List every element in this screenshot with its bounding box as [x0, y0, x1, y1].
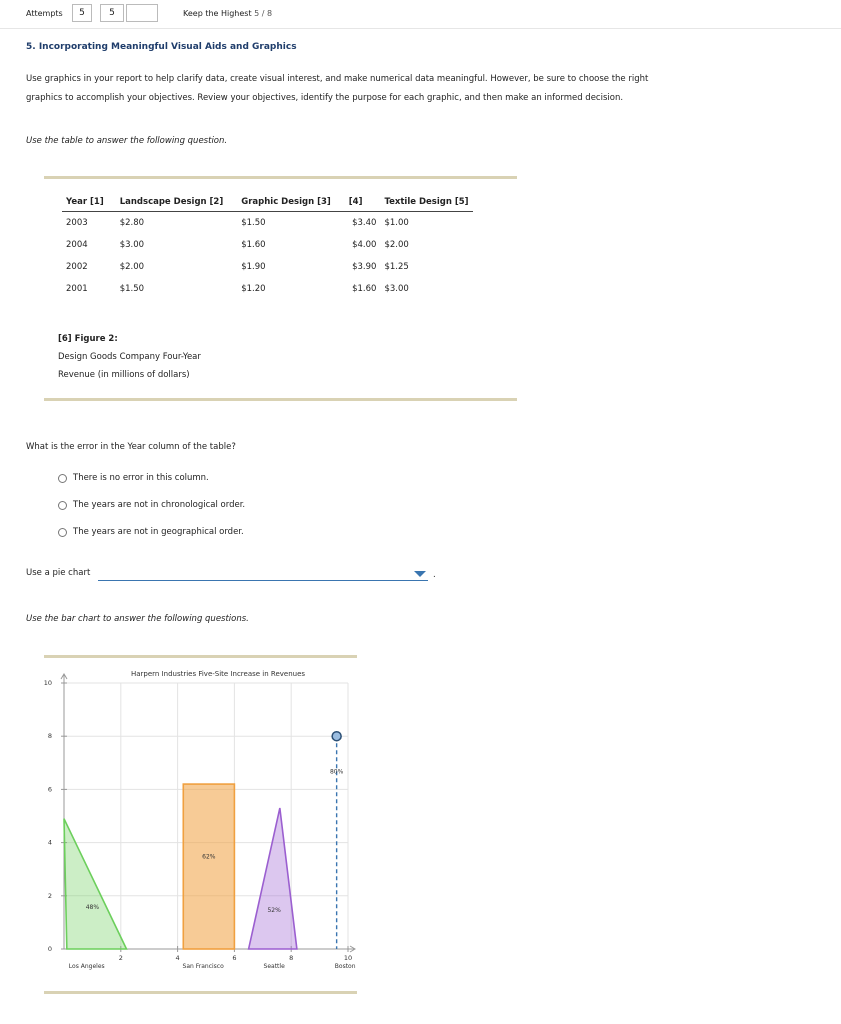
- figure-caption: [58, 330, 201, 384]
- cell-graphic: $1.20: [241, 284, 266, 294]
- cell-landscape: $1.50: [119, 284, 145, 294]
- cell-4: $4.00: [352, 240, 377, 250]
- cell-textile: $1.25: [384, 262, 409, 272]
- cell-graphic: $1.50: [241, 218, 266, 228]
- y-tick-label: 10: [43, 679, 52, 687]
- table-instruction: Use the table to answer the following question.: [26, 136, 228, 146]
- table-row: [62, 212, 473, 235]
- option-label: The years are not in chronological order.: [73, 500, 246, 510]
- cell-year: 2001: [66, 284, 88, 294]
- y-tick-label: 0: [47, 945, 52, 953]
- cell-year: 2004: [66, 240, 88, 250]
- header-year: Year [1]: [62, 197, 116, 212]
- y-tick-label: 6: [47, 785, 52, 794]
- category-label: Los Angeles: [68, 963, 105, 970]
- cell-4: $3.90: [352, 262, 377, 272]
- keep-label: Keep the Highest: [183, 9, 252, 18]
- chevron-down-icon[interactable]: [414, 571, 426, 577]
- table-row: [62, 234, 473, 256]
- los-angeles-value-label: 48%: [85, 904, 100, 912]
- cell-year: 2003: [66, 218, 88, 228]
- bar-instruction: Use the bar chart to answer the following questions.: [26, 614, 249, 624]
- chart-title: Harpern Industries Five-Site Increase in Revenues: [130, 670, 306, 678]
- chart-top-rule: [44, 655, 357, 658]
- mcq-option-1[interactable]: [58, 473, 209, 483]
- option-label: The years are not in geographical order.: [73, 527, 244, 537]
- seattle-shape: [249, 808, 297, 949]
- radio-button[interactable]: [58, 528, 67, 537]
- attempt-box-3: [126, 4, 158, 22]
- figure-label: [6] Figure 2:: [58, 334, 118, 344]
- los-angeles-shape: [64, 819, 126, 949]
- instructions-paragraph: [26, 70, 726, 108]
- cell-graphic: $1.60: [241, 240, 266, 250]
- table-bottom-rule: [44, 398, 517, 401]
- cell-textile: $2.00: [384, 240, 409, 250]
- cell-landscape: $2.80: [119, 218, 145, 228]
- attempts-label: Attempts: [26, 9, 63, 18]
- y-tick-label: 4: [47, 838, 52, 847]
- x-tick-label: 10: [343, 954, 353, 962]
- keep-fraction: 5 / 8: [254, 9, 273, 18]
- pie-chart-prefix: Use a pie chart: [26, 568, 91, 578]
- attempt-box-1: 5: [72, 4, 92, 22]
- cell-textile: $1.00: [384, 218, 409, 228]
- boston-value-label: 80%: [329, 768, 344, 776]
- x-tick-label: 6: [232, 954, 237, 962]
- mcq-prompt: What is the error in the Year column of the table?: [26, 442, 236, 452]
- x-tick-label: 2: [118, 954, 123, 962]
- header-4: [4]: [345, 197, 381, 212]
- revenue-chart: [30, 660, 370, 985]
- cell-4: $1.60: [352, 284, 377, 294]
- option-label: There is no error in this column.: [73, 473, 209, 483]
- cell-year: 2002: [66, 262, 88, 272]
- caption-line-2: Revenue (in millions of dollars): [58, 370, 190, 380]
- radio-button[interactable]: [58, 474, 67, 483]
- attempts-bar: [0, 0, 841, 29]
- category-label: Seattle: [263, 963, 285, 970]
- cell-landscape: $3.00: [119, 240, 145, 250]
- mcq-option-2[interactable]: [58, 500, 245, 510]
- caption-line-1: Design Goods Company Four-Year: [58, 352, 201, 362]
- sentence-period: .: [433, 570, 436, 580]
- x-tick-label: 4: [175, 954, 180, 962]
- cell-4: $3.40: [352, 218, 377, 228]
- attempt-box-2: 5: [100, 4, 124, 22]
- y-tick-label: 2: [47, 891, 52, 900]
- radio-button[interactable]: [58, 501, 67, 510]
- table-row: [62, 256, 473, 278]
- cell-landscape: $2.00: [119, 262, 145, 272]
- chart-bottom-rule: [44, 991, 357, 994]
- boston-point: [332, 732, 341, 741]
- header-textile: Textile Design [5]: [380, 197, 472, 212]
- category-label: San Francisco: [182, 963, 224, 970]
- seattle-value-label: 52%: [267, 906, 281, 914]
- question-title: 5. Incorporating Meaningful Visual Aids and Graphics: [26, 42, 297, 52]
- keep-highest: [183, 9, 272, 18]
- revenue-table: [62, 197, 473, 300]
- table-row: [62, 278, 473, 300]
- san-francisco-value-label: 62%: [202, 853, 216, 861]
- paragraph-line-1: Use graphics in your report to help clarify data, create visual interest, and make numerical data meaningful. However, be sure to choose the right: [26, 74, 649, 84]
- cell-graphic: $1.90: [241, 262, 266, 272]
- table-top-rule: [44, 176, 517, 179]
- y-tick-label: 8: [47, 732, 52, 741]
- header-landscape: Landscape Design [2]: [116, 197, 238, 212]
- pie-chart-dropdown[interactable]: [98, 566, 428, 581]
- category-label: Boston: [334, 963, 356, 970]
- header-graphic: Graphic Design [3]: [237, 197, 345, 212]
- table-header-row: [62, 197, 473, 212]
- paragraph-line-2: graphics to accomplish your objectives. Review your objectives, identify the purpose for each graphic, and then make an informed decision.: [26, 93, 624, 103]
- mcq-option-3[interactable]: [58, 527, 244, 537]
- x-tick-label: 8: [289, 954, 294, 962]
- san-francisco-bar: [183, 784, 234, 949]
- cell-textile: $3.00: [384, 284, 409, 294]
